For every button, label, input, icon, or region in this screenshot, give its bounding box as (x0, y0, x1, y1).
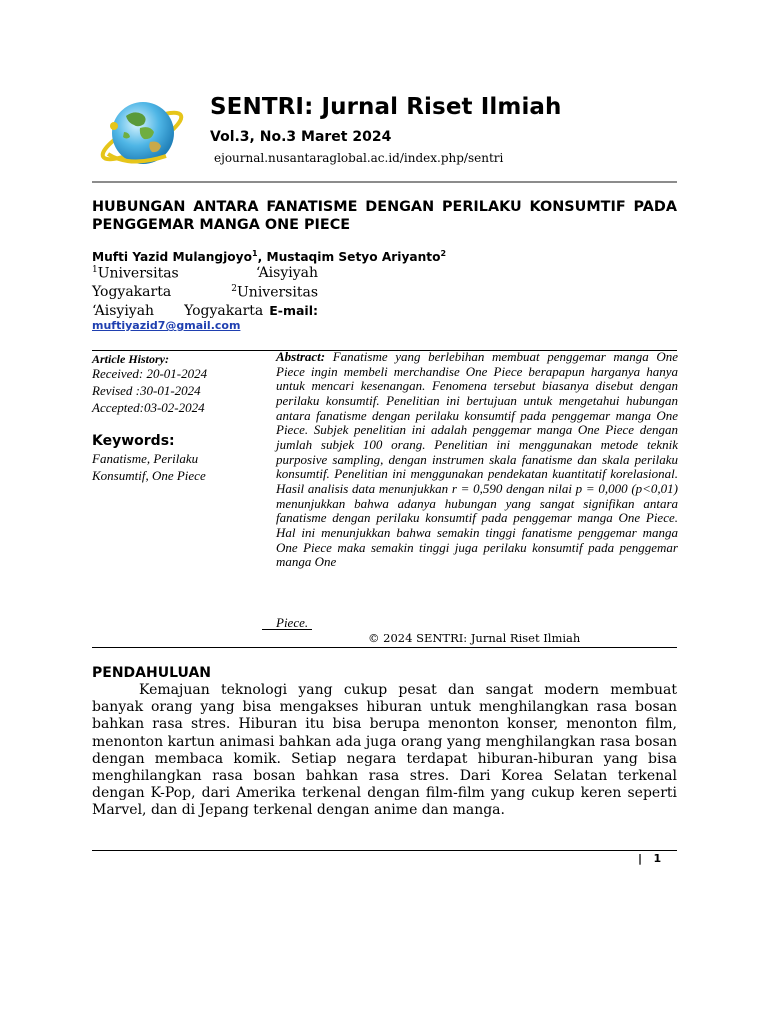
journal-url[interactable]: ejournal.nusantaraglobal.ac.id/index.php/sentri (214, 151, 504, 165)
author-affiliation-marker: 1 (252, 249, 258, 258)
header-divider (92, 181, 677, 183)
keywords-heading: Keywords: (92, 433, 175, 449)
author-list (92, 249, 446, 264)
page-number-value: 1 (653, 852, 662, 865)
section-heading: PENDAHULUAN (92, 665, 211, 681)
abstract-label: Abstract: (276, 349, 326, 364)
author-email-link[interactable]: muftiyazid7@gmail.com (92, 319, 241, 332)
revised-date: Revised :30-01-2024 (92, 383, 201, 398)
abstract-body (276, 350, 678, 570)
author-affiliation-marker: 2 (440, 249, 447, 258)
abstract-text: Fanatisme yang berlebihan membuat penggemar manga One Piece ingin membeli merchandise One Piece berapapun harganya hanya untuk mencari kesenangan. Fenomena tersebut biasanya disebut dengan perilaku konsumtif. Penelitian ini bertujuan untuk mengetahui hubungan antara fanatisme dengan perilaku konsumtif pada penggemar manga One Piece. Subjek penelitian ini adalah penggemar manga One Piece dengan jumlah subjek 100 orang. Penelitian ini menggunakan metode teknik purposive sampling, dengan instrumen skala fanatisme dan skala perilaku konsumtif. Penelitian ini menggunakan pendekatan kuantitatif korelasional. Hasil analisis data menunjukkan r = 0,590 dengan nilai p = 0,000 (p<0,01) menunjukkan bahwa adanya hubungan yang sangat signifikan antara fanatisme dengan perilaku konsumtif pada penggemar manga One Piece. Hal ini menunjukkan bahwa semakin tinggi fanatisme penggemar manga One Piece maka semakin tinggi juga perilaku konsumtif pada penggemar manga One (276, 349, 679, 570)
body-paragraph: Kemajuan teknologi yang cukup pesat dan sangat modern membuat banyak orang yang bisa mengakses hiburan untuk menghilangkan rasa bosan bahkan rasa stres. Hiburan itu bisa berupa menonton konser, menonton film, menonton kartun animasi bahkan ada juga orang yang menghilangkan rasa bosan dengan membaca komik. Setiap negara terdapat hiburan-hiburan yang bisa menghilangkan rasa bosan bahkan rasa stres. Dari Korea Selatan terkenal dengan K-Pop, dari Amerika terkenal dengan film-film yang cukup keren seperti Marvel, dan di Jepang terkenal dengan anime dan manga. (92, 682, 677, 819)
abstract-text-tail: Piece. (276, 615, 309, 630)
page-separator: | (638, 852, 643, 865)
paper-title: HUBUNGAN ANTARA FANATISME DENGAN PERILAKU KONSUMTIF PADA PENGGEMAR MANGA ONE PIECE (92, 199, 677, 233)
affiliation-line: ‘Aisyiyah Yogyakarta E-mail: (92, 303, 318, 319)
affiliation-line: Yogyakarta $^2$Universitas (92, 284, 318, 301)
footer-divider (92, 850, 677, 851)
article-history-heading: Article History: (92, 352, 169, 366)
journal-volume: Vol.3, No.3 Maret 2024 (210, 129, 392, 145)
author-separator: , (257, 250, 267, 265)
keywords-line: Konsumtif, One Piece (92, 468, 206, 483)
copyright-notice: © 2024 SENTRI: Jurnal Riset Ilmiah (368, 631, 581, 645)
journal-logo-globe (96, 96, 190, 170)
author-name: Mustaqim Setyo Ariyanto (266, 250, 441, 265)
abstract-bottom-divider (92, 647, 677, 648)
page-number (638, 852, 661, 865)
keywords-line: Fanatisme, Perilaku (92, 451, 199, 466)
author-name: Mufti Yazid Mulangjoyo (92, 250, 252, 265)
affiliation-line: $^1$Universitas ‘Aisyiyah (92, 265, 318, 282)
accepted-date: Accepted:03-02-2024 (92, 400, 205, 415)
email-label: E-mail: (269, 303, 318, 318)
received-date: Received: 20-01-2024 (92, 366, 208, 381)
journal-title: SENTRI: Jurnal Riset Ilmiah (210, 94, 562, 120)
